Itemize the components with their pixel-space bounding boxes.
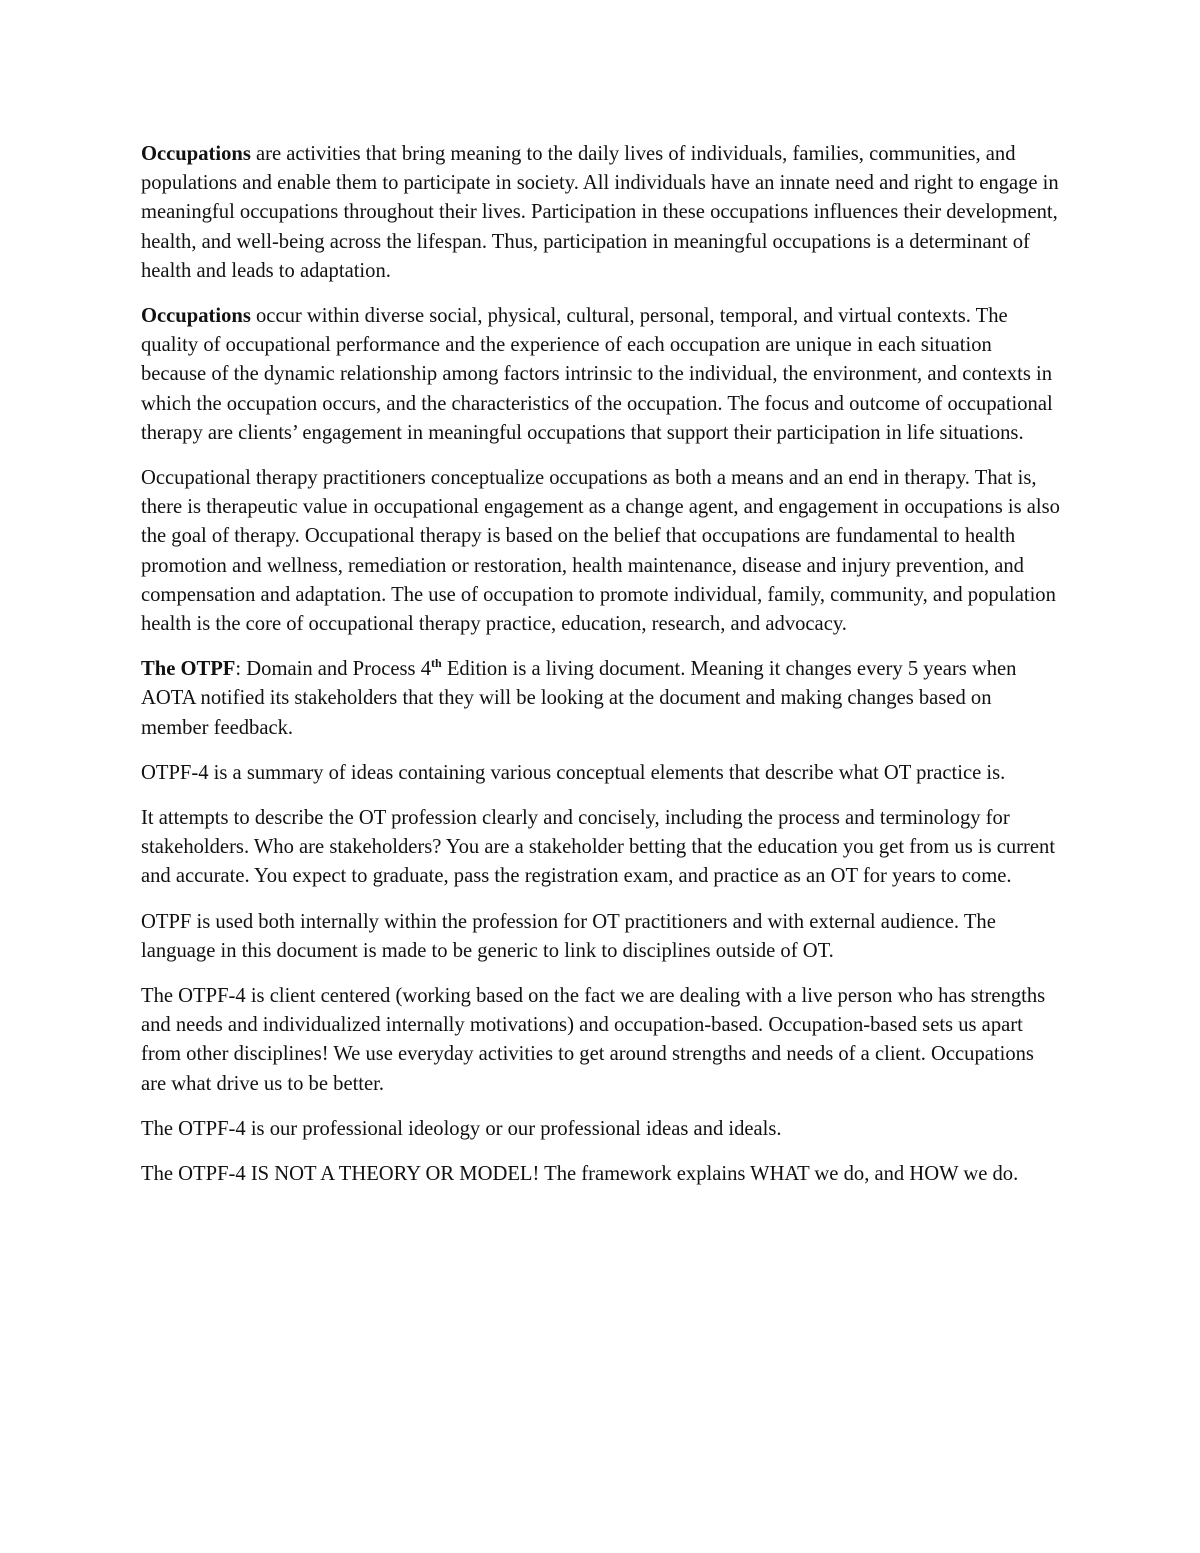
ordinal-superscript: th <box>431 656 442 671</box>
paragraph-internal-external <box>141 908 1061 966</box>
paragraph-text: occur within diverse social, physical, cultural, personal, temporal, and virtual contexts. The quality of occupational performance and the experience of each occupation are unique in each situation because of the dynamic relationship among factors intrinsic to the individual, the environment, and contexts in which the occupation occurs, and the characteristics of the occupation. The focus and outcome of occupational therapy are clients’ engagement in meaningful occupations that support their participation in life situations. <box>141 305 1053 444</box>
paragraph-otpf4-summary <box>141 759 1061 788</box>
paragraph-not-theory <box>141 1160 1061 1189</box>
paragraph-occupations-definition <box>141 140 1061 286</box>
document-body <box>141 140 1061 1205</box>
paragraph-text: Occupational therapy practitioners conceptualize occupations as both a means and an end in therapy. That is, there is therapeutic value in occupational engagement as a change agent, and engagement in occupations is also the goal of therapy. Occupational therapy is based on the belief that occupations are fundamental to health promotion and wellness, remediation or restoration, health maintenance, disease and injury prevention, and compensation and adaptation. The use of occupation to promote individual, family, community, and population health is the core of occupational therapy practice, education, research, and advocacy. <box>141 467 1060 636</box>
paragraph-text: : Domain and Process 4 <box>235 658 432 681</box>
paragraph-bold-term: Occupations <box>141 143 251 165</box>
paragraph-stakeholders <box>141 804 1061 892</box>
paragraph-otpf-living-document <box>141 655 1061 743</box>
paragraph-client-centered <box>141 982 1061 1099</box>
paragraph-text: OTPF-4 is a summary of ideas containing various conceptual elements that describe what OT practice is. <box>141 761 1006 784</box>
paragraph-text: are activities that bring meaning to the daily lives of individuals, families, communities, and populations and enable them to participate in society. All individuals have an innate need and right to engage in meaningful occupations throughout their lives. Participation in these occupations influences their development, health, and well-being across the lifespan. Thus, participation in meaningful occupations is a determinant of health and leads to adaptation. <box>141 143 1059 282</box>
paragraph-occupations-contexts <box>141 302 1061 448</box>
paragraph-text: The OTPF-4 is our professional ideology or our professional ideas and ideals. <box>141 1117 782 1140</box>
paragraph-text: The OTPF-4 IS NOT A THEORY OR MODEL! The framework explains WHAT we do, and HOW we do. <box>141 1163 1019 1186</box>
paragraph-bold-term: The OTPF <box>141 658 236 681</box>
paragraph-bold-term: Occupations <box>141 305 251 328</box>
paragraph-ideology <box>141 1115 1061 1144</box>
paragraph-text: The OTPF-4 is client centered (working based on the fact we are dealing with a live person who has strengths and needs and individualized internally motivations) and occupation-based. Occupation-based sets us apart from other disciplines! We use everyday activities to get around strengths and needs of a client. Occupations are what drive us to be better. <box>141 985 1046 1095</box>
paragraph-practitioners <box>141 464 1061 639</box>
paragraph-text: It attempts to describe the OT profession clearly and concisely, including the process and terminology for stakeholders. Who are stakeholders? You are a stakeholder betting that the education you get from us is current and accurate. You expect to graduate, pass the registration exam, and practice as an OT for years to come. <box>141 807 1056 888</box>
paragraph-text: Edition is a living document. Meaning it changes every 5 years when AOTA notified its stakeholders that they will be looking at the document and making changes based on member feedback. <box>141 658 1017 739</box>
paragraph-text: OTPF is used both internally within the profession for OT practitioners and with external audience. The language in this document is made to be generic to link to disciplines outside of OT. <box>141 910 996 962</box>
